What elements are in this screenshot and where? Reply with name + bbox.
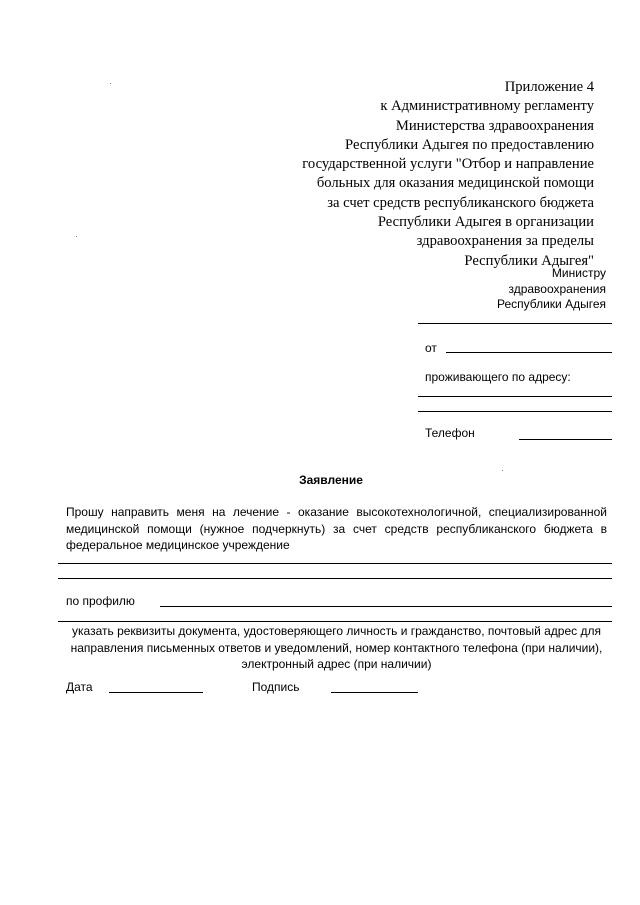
scan-speck <box>76 236 77 237</box>
header-line-8: Республики Адыгея в организации <box>377 214 594 231</box>
addressee-line-2: здравоохранения <box>508 281 606 296</box>
header-line-6: больных для оказания медицинской помощи <box>316 175 594 192</box>
date-label: Дата <box>66 680 93 694</box>
application-body: Прошу направить меня на лечение - оказание высокотехнологичной, специализированной медицинской помощи (нужное подчеркнуть) за счет средств республиканского бюджета в федеральное медицинское учреждение <box>66 505 607 552</box>
institution-line-2[interactable] <box>58 578 612 579</box>
profile-label: по профилю <box>66 594 135 608</box>
requisites-line[interactable] <box>58 621 612 622</box>
header-line-2: к Административному регламенту <box>380 98 594 115</box>
addressee-block <box>406 266 606 313</box>
address-line-1[interactable] <box>418 396 612 397</box>
addressee-name-line[interactable] <box>418 323 612 324</box>
profile-field-line[interactable] <box>160 606 612 607</box>
requisites-note: указать реквизиты документа, удостоверяющего личность и гражданство, почтовый адрес для направления письменных ответов и уведомлений, номер контактного телефона (при наличии), электронный адрес (при наличии) <box>70 624 603 671</box>
phone-field-line[interactable] <box>519 439 612 440</box>
header-line-10: Республики Адыгея" <box>464 252 594 269</box>
signature-field-line[interactable] <box>331 692 418 693</box>
signature-label: Подпись <box>252 680 300 694</box>
scan-speck <box>502 470 503 471</box>
application-title: Заявление <box>299 473 363 487</box>
scan-speck <box>110 83 111 84</box>
addressee-line-3: Республики Адыгея <box>496 297 606 311</box>
appendix-header <box>214 78 594 271</box>
address-line-2[interactable] <box>418 411 612 412</box>
addressee-line-1: Министру <box>551 266 606 280</box>
date-field-line[interactable] <box>109 692 203 693</box>
header-line-5: государственной услуги "Отбор и направление <box>302 156 594 173</box>
institution-line-1[interactable] <box>58 563 612 564</box>
header-line-9: здравоохранения за пределы <box>416 233 594 250</box>
from-field-line[interactable] <box>446 352 612 353</box>
header-line-1: Приложение 4 <box>504 79 594 95</box>
header-line-3: Министерства здравоохранения <box>395 117 594 134</box>
from-label: от <box>425 341 437 355</box>
header-line-7: за счет средств республиканского бюджета <box>327 194 594 211</box>
phone-label: Телефон <box>425 426 475 440</box>
header-line-4: Республики Адыгея по предоставлению <box>345 136 594 153</box>
residence-label: проживающего по адресу: <box>425 370 571 384</box>
